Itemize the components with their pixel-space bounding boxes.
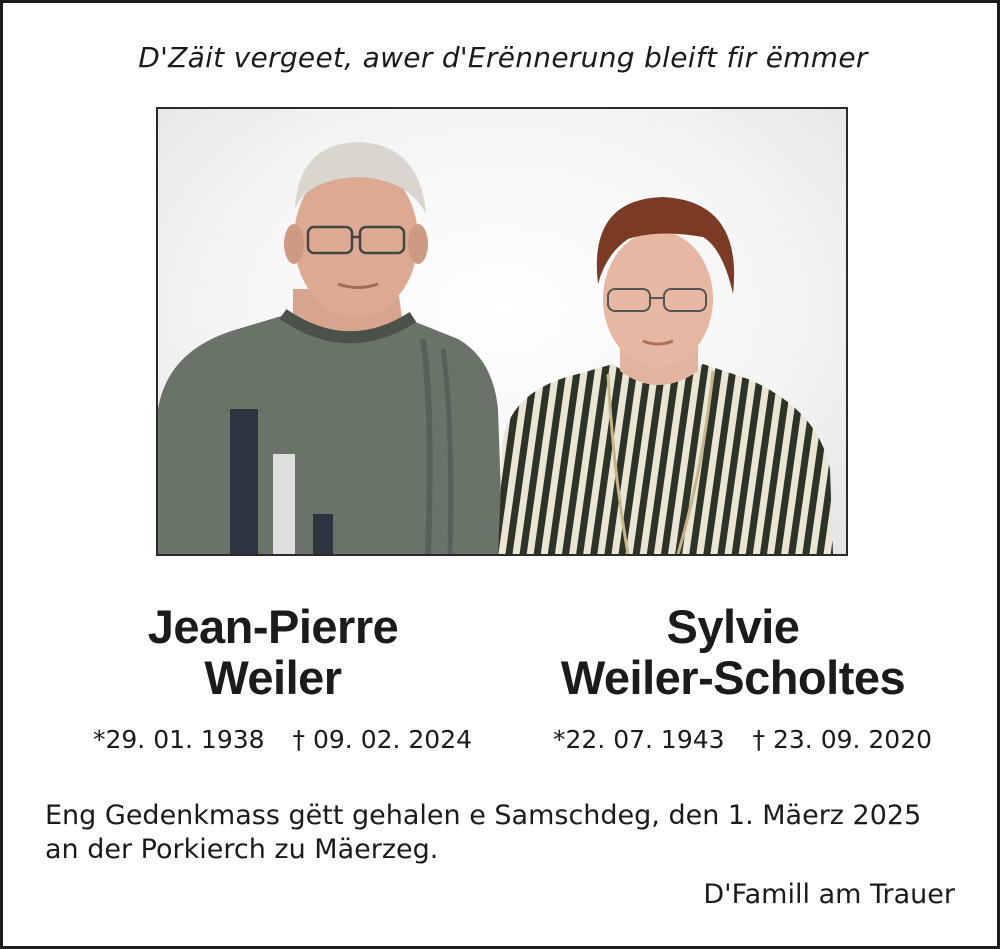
first-name: Sylvie	[666, 600, 800, 653]
motto: D'Zäit vergeet, awer d'Erënnerung bleift fir ëmmer	[138, 41, 868, 74]
last-name: Weiler	[204, 651, 342, 704]
birth-date: *22. 07. 1943	[553, 725, 725, 754]
couple-photo	[156, 107, 848, 556]
birth-date: *29. 01. 1938	[93, 725, 265, 754]
notice-line-2: an der Porkierch zu Mäerzeg.	[45, 834, 439, 865]
first-name: Jean-Pierre	[147, 600, 399, 653]
death-date: † 23. 09. 2020	[752, 725, 933, 754]
dates-jean-pierre	[93, 725, 472, 754]
memorial-mass-notice	[45, 799, 985, 867]
last-name: Weiler-Scholtes	[560, 651, 906, 704]
name-sylvie-weiler-scholtes	[483, 601, 983, 703]
notice-line-1: Eng Gedenkmass gëtt gehalen e Samschdeg, den 1. Mäerz 2025	[45, 800, 922, 831]
name-jean-pierre-weiler	[73, 601, 473, 703]
death-date: † 09. 02. 2024	[292, 725, 473, 754]
man-figure	[158, 142, 503, 554]
dates-sylvie	[553, 725, 932, 754]
woman-figure	[498, 197, 833, 554]
family-signoff: D'Famill am Trauer	[703, 879, 955, 910]
